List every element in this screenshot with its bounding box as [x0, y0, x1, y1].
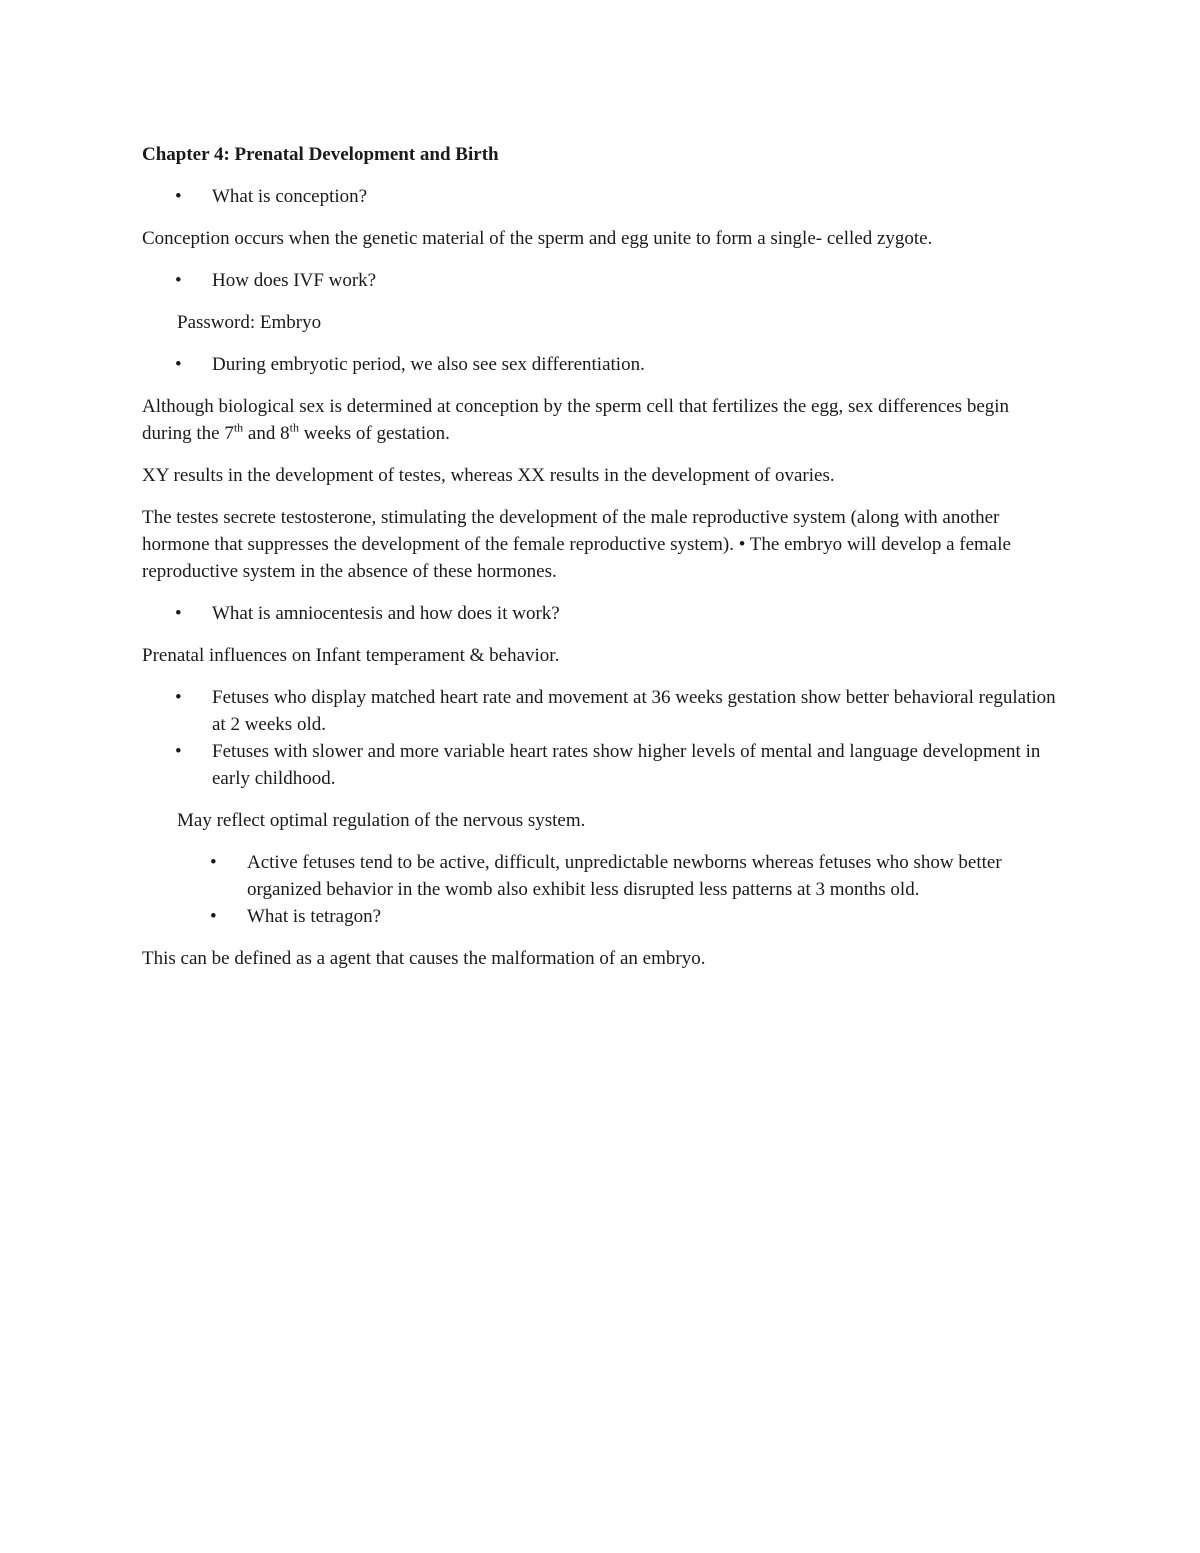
list-item-text: Active fetuses tend to be active, difficult, unpredictable newborns whereas fetuses who show better organized behavior in the womb also exhibit less disrupted less patterns at 3 months old.: [247, 852, 1002, 900]
bullet-list: [142, 600, 1062, 627]
question-conception: What is conception?: [212, 186, 368, 207]
list-item: [142, 183, 1062, 210]
list-item: [142, 738, 1062, 792]
list-item: [142, 351, 1062, 378]
paragraph-conception: Conception occurs when the genetic material of the sperm and egg unite to form a single- celled zygote.: [142, 228, 933, 249]
list-item: [142, 600, 1062, 627]
list-item: [142, 903, 1062, 930]
bullet-icon: •: [210, 906, 217, 927]
text-run: weeks of gestation.: [298, 423, 450, 444]
paragraph-optimal-regulation: May reflect optimal regulation of the nervous system.: [177, 810, 586, 831]
list-item: [142, 267, 1062, 294]
list-item-text: Fetuses who display matched heart rate and movement at 36 weeks gestation show better behavioral regulation at 2 weeks old.: [212, 687, 1056, 735]
paragraph-biological-sex: [142, 393, 1062, 447]
bullet-list: [142, 351, 1062, 378]
list-item: [142, 849, 1062, 903]
list-item-text: Fetuses with slower and more variable heart rates show higher levels of mental and language development in early childhood.: [212, 741, 1041, 789]
superscript: th: [233, 420, 244, 435]
bullet-list: [142, 267, 1062, 294]
sex-differentiation-item: During embryotic period, we also see sex differentiation.: [212, 354, 645, 375]
question-amniocentesis: What is amniocentesis and how does it work?: [212, 603, 560, 624]
bullet-list: [142, 849, 1062, 930]
superscript: th: [289, 420, 299, 435]
paragraph-xy-xx: XY results in the development of testes, whereas XX results in the development of ovaries.: [142, 465, 835, 486]
bullet-icon: •: [175, 603, 182, 624]
bullet-list: [142, 183, 1062, 210]
chapter-title: Chapter 4: Prenatal Development and Birth: [142, 144, 499, 165]
paragraph-testosterone: The testes secrete testosterone, stimulating the development of the male reproductive system (along with another hormone that suppresses the development of the female reproductive system). • The embryo will develop a female reproductive system in the absence of these hormones.: [142, 507, 1011, 582]
paragraph-definition: This can be defined as a agent that causes the malformation of an embryo.: [142, 948, 706, 969]
password-line: Password: Embryo: [177, 312, 322, 333]
document-body: [142, 141, 1062, 987]
bullet-icon: •: [175, 687, 182, 708]
question-tetragon: What is tetragon?: [247, 906, 382, 927]
bullet-list: [142, 684, 1062, 792]
bullet-icon: •: [175, 354, 182, 375]
list-item: [142, 684, 1062, 738]
bullet-icon: •: [175, 186, 182, 207]
text-run: and 8: [243, 423, 290, 444]
text-run: Although biological sex is determined at conception by the sperm cell that fertilizes the egg, sex differences begin during the 7: [142, 396, 1010, 444]
bullet-icon: •: [175, 741, 182, 762]
paragraph-prenatal-influences: Prenatal influences on Infant temperament & behavior.: [142, 645, 560, 666]
question-ivf: How does IVF work?: [212, 270, 377, 291]
bullet-icon: •: [175, 270, 182, 291]
bullet-icon: •: [210, 852, 217, 873]
